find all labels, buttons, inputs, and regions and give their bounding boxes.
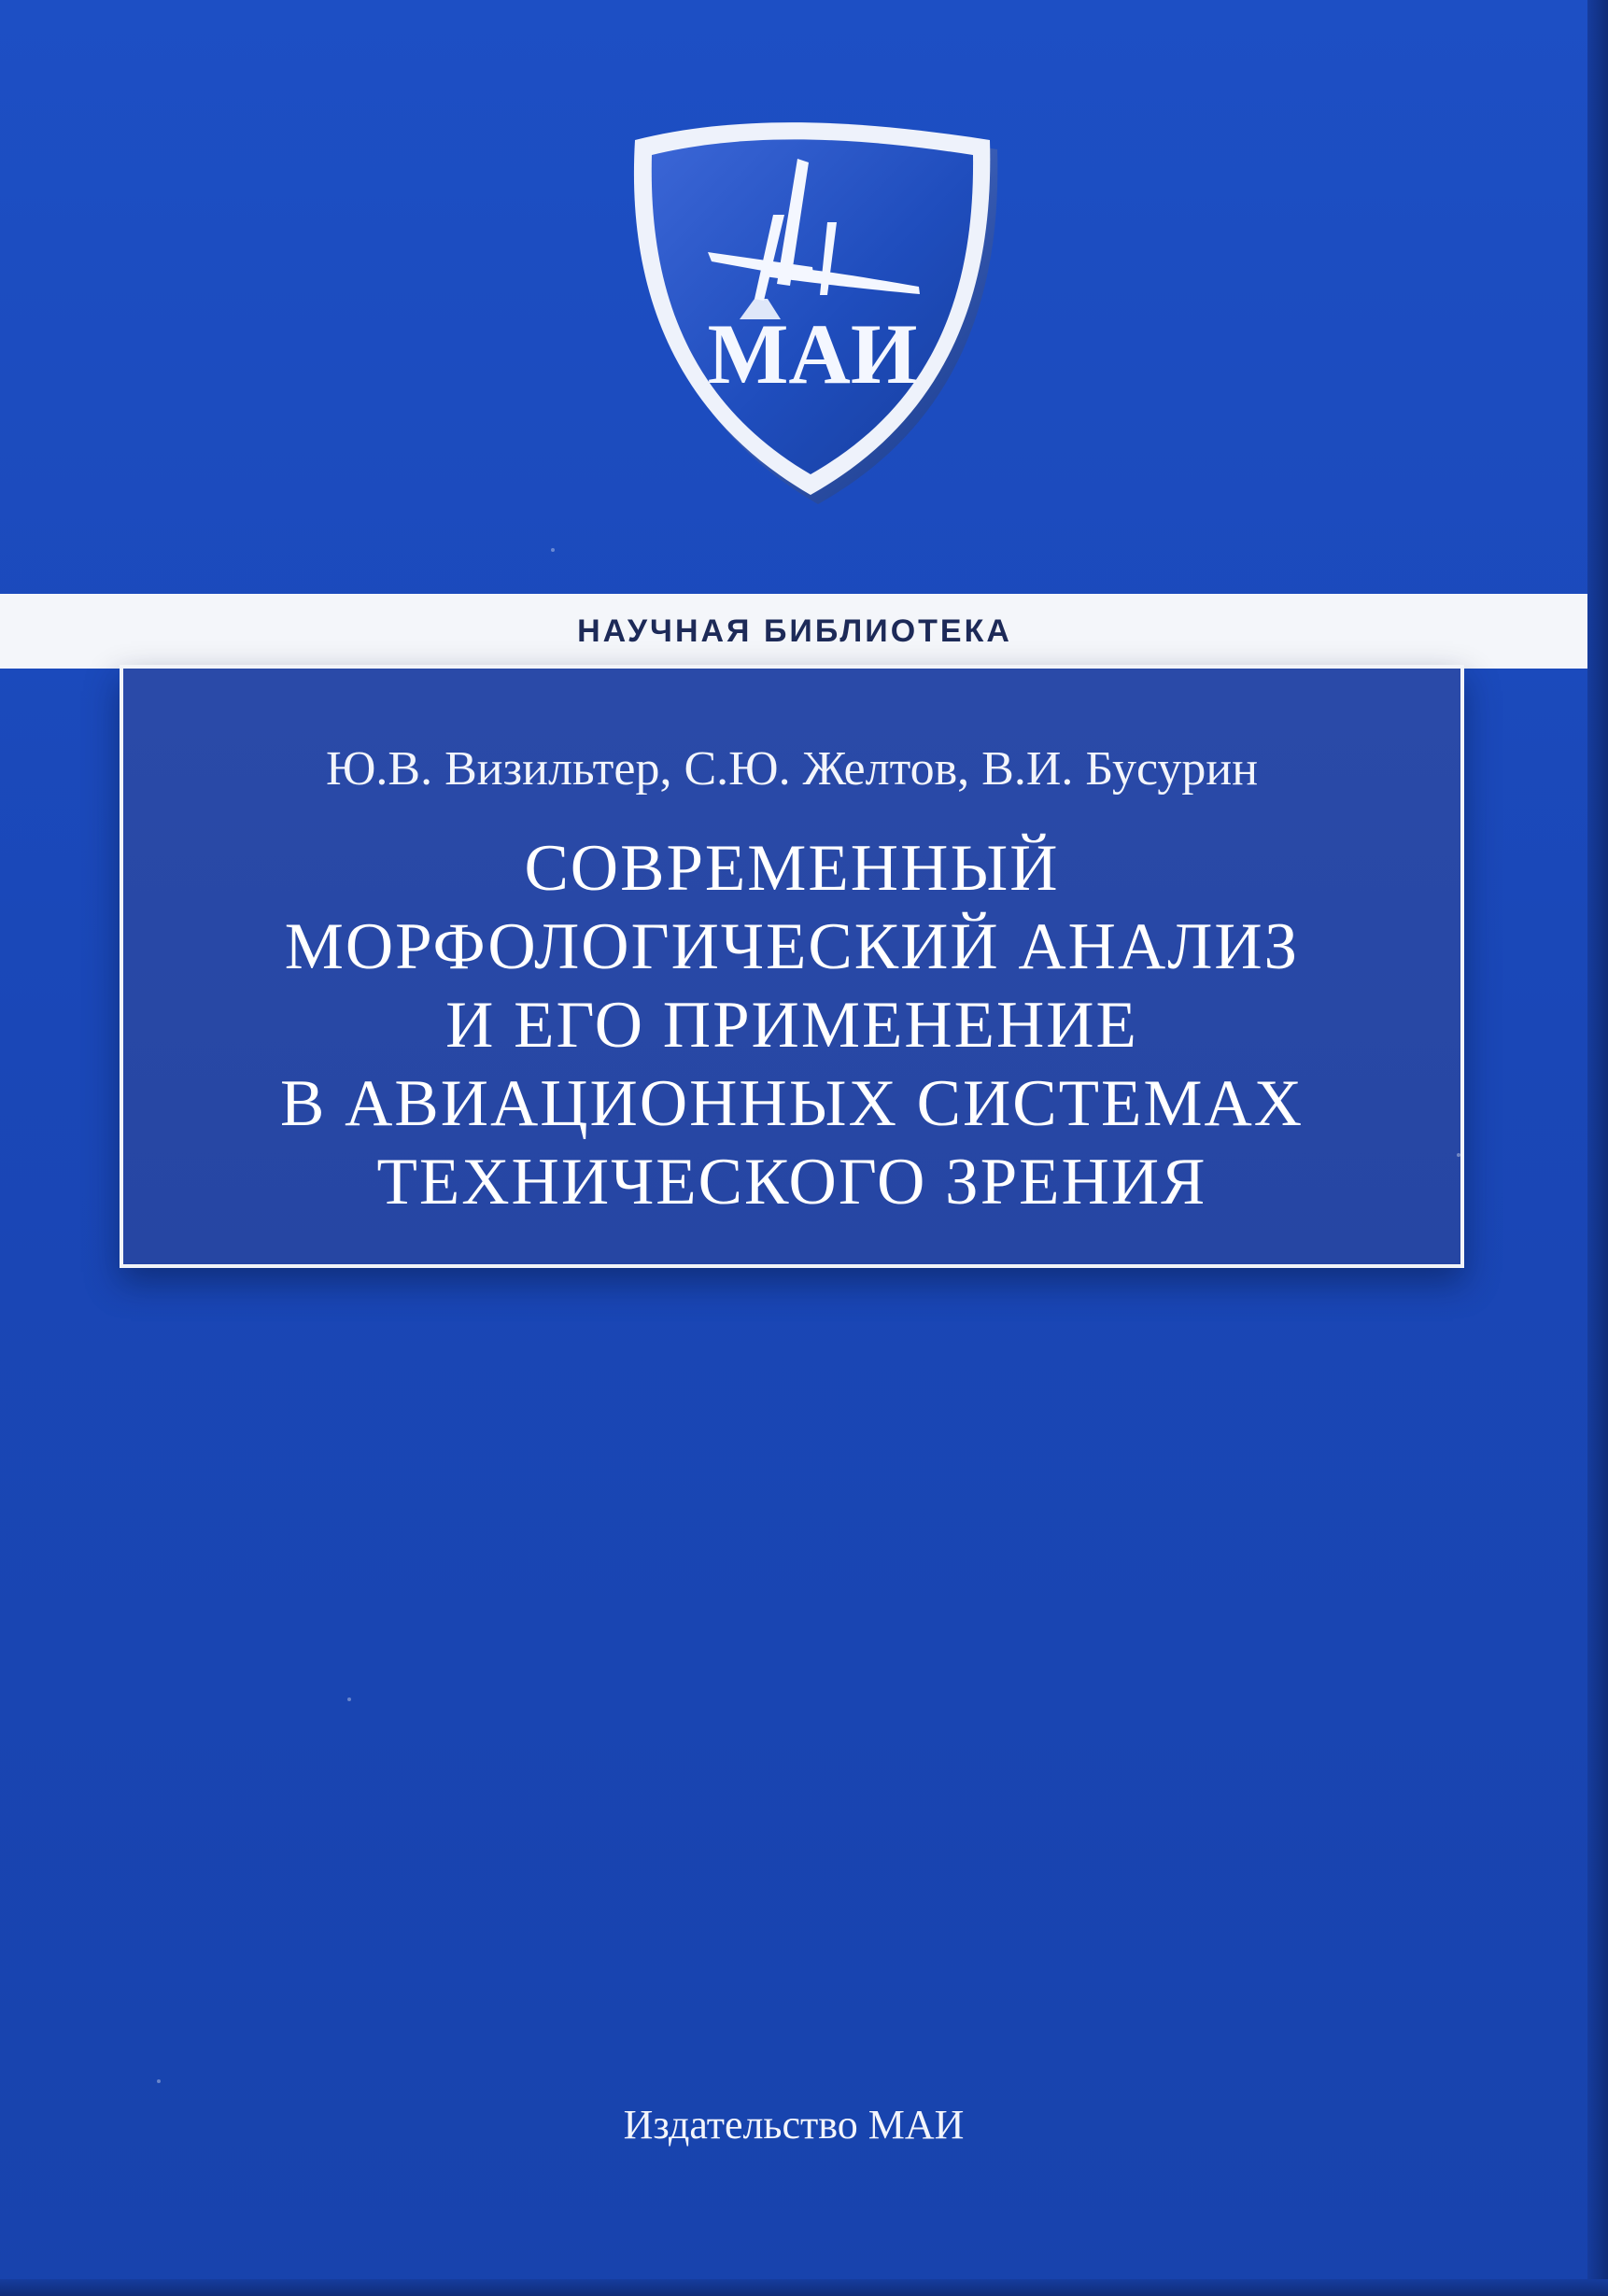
- cover-speck: [551, 548, 555, 552]
- series-label: НАУЧНАЯ БИБЛИОТЕКА: [577, 613, 1012, 649]
- cover-edge-right: [1587, 0, 1608, 2296]
- mai-lettering: [708, 306, 918, 401]
- authors: Ю.В. Визильтер, С.Ю. Желтов, В.И. Бусурин: [325, 742, 1259, 796]
- publisher: Издательство МАИ: [623, 2102, 965, 2148]
- cover-speck: [1457, 1153, 1460, 1157]
- book-title: [123, 829, 1460, 1221]
- title-panel: [120, 665, 1464, 1268]
- title-line: МОРФОЛОГИЧЕСКИЙ АНАЛИЗ: [284, 910, 1300, 983]
- cover-speck: [347, 1697, 351, 1701]
- title-line: И ЕГО ПРИМЕНЕНИЕ: [445, 989, 1138, 1062]
- title-line: ТЕХНИЧЕСКОГО ЗРЕНИЯ: [376, 1146, 1207, 1218]
- cover-edge-bottom: [0, 2279, 1608, 2296]
- title-line: СОВРЕМЕННЫЙ: [524, 832, 1060, 905]
- series-band: [0, 594, 1608, 669]
- mai-logo-icon: [598, 103, 1027, 532]
- cover-speck: [157, 2079, 161, 2083]
- svg-text:МАИ: МАИ: [707, 306, 918, 401]
- title-line: В АВИАЦИОННЫХ СИСТЕМАХ: [280, 1067, 1304, 1140]
